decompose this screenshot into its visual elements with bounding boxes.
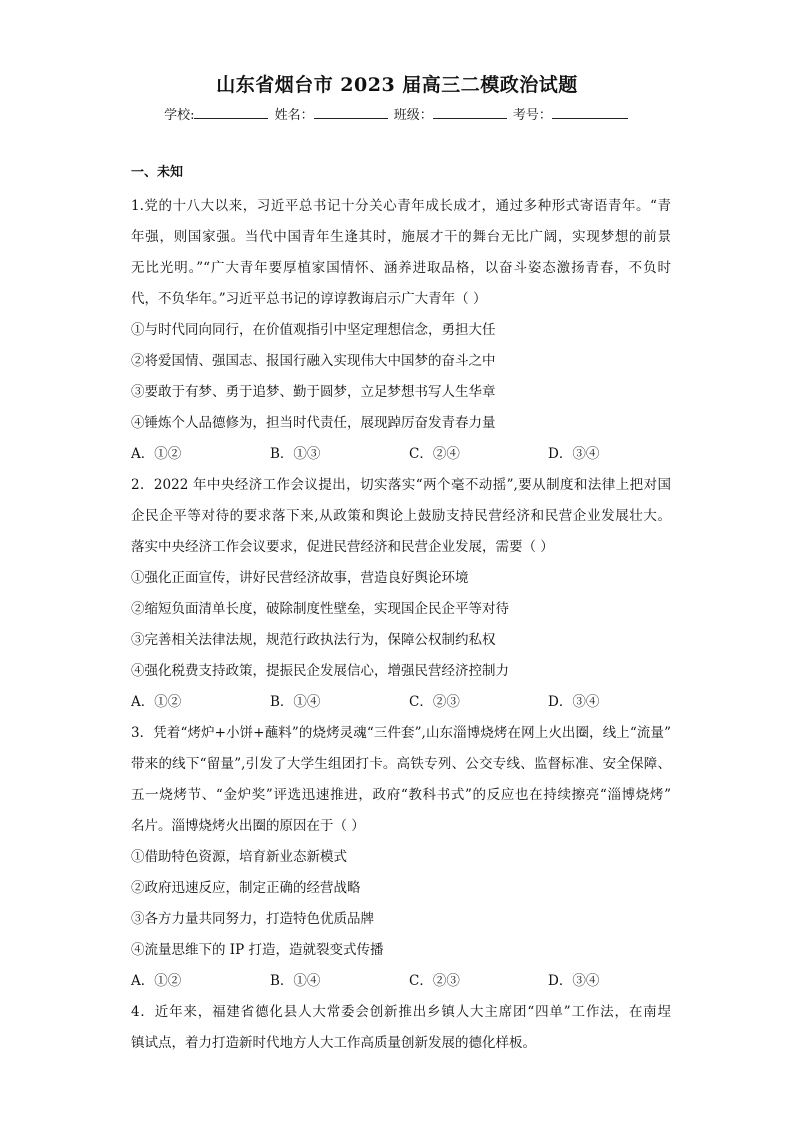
answer-choice[interactable]: A．①② [131, 694, 182, 710]
question-stem-line: 3．凭着“烤炉+小饼+蘸料”的烧烤灵魂“三件套”,山东淄博烧烤在网上火出圈，线上“流量” [131, 725, 671, 741]
name-label: 姓名： [274, 108, 314, 123]
question-stem-line: 镇试点，着力打造新时代地方人大工作高质量创新发展的德化样板。 [131, 1035, 536, 1051]
statement-option: ②政府迅速反应，制定正确的经营战略 [131, 880, 361, 896]
statement-option: ④强化税费支持政策，提振民企发展信心，增强民营经济控制力 [131, 663, 509, 679]
answer-choices [131, 439, 671, 470]
exam-number-label: 考号： [512, 108, 552, 123]
question-stem-line: 企民企平等对待的要求落下来,从政策和舆论上鼓励支持民营经济和民营企业发展壮大。 [131, 508, 671, 524]
school-blank[interactable] [194, 106, 268, 119]
exam-title: 山东省烟台市 2023 届高三二模政治试题 [216, 74, 578, 96]
question-stem-line: 年强，则国家强。当代中国青年生逢其时，施展才干的舞台无比广阔，实现梦想的前景 [131, 229, 671, 245]
answer-choice[interactable]: D．③④ [548, 694, 600, 710]
statement-option: ④锤炼个人品德修为，担当时代责任，展现踔厉奋发青春力量 [131, 415, 496, 431]
school-label: 学校: [164, 108, 195, 123]
answer-choice[interactable]: B．①④ [270, 694, 321, 710]
answer-choice[interactable]: D．③④ [548, 446, 600, 462]
statement-option: ④流量思维下的 IP 打造，造就裂变式传播 [131, 942, 384, 958]
question-block [131, 191, 671, 470]
answer-choice[interactable]: B．①③ [270, 446, 321, 462]
answer-choice[interactable]: A．①② [131, 973, 182, 989]
question-stem-line: 五一烧烤节、“金炉奖”评选迅速推进，政府“教科书式”的反应也在持续擦亮“淄博烧烤” [131, 787, 671, 803]
answer-choice[interactable]: B．①④ [270, 973, 321, 989]
answer-choice[interactable]: C．②③ [409, 694, 460, 710]
answer-choice[interactable]: C．②③ [409, 973, 460, 989]
answer-choice[interactable]: C．②④ [409, 446, 460, 462]
question-stem-line: 2．2022 年中央经济工作会议提出，切实落实“两个毫不动摇”,要从制度和法律上把对国 [131, 477, 671, 493]
statement-option: ①借助特色资源，培育新业态新模式 [131, 849, 347, 865]
class-blank[interactable] [433, 106, 507, 119]
question-stem-line: 4．近年来，福建省德化县人大常委会创新推出乡镇人大主席团“四单”工作法，在南埕 [131, 1004, 671, 1020]
answer-choices [131, 687, 671, 718]
question-stem-line: 带来的线下“留量”,引发了大学生组团打卡。高铁专列、公交专线、监督标准、安全保障、 [131, 756, 671, 772]
question-block [131, 718, 671, 997]
statement-option: ①与时代同向同行，在价值观指引中坚定理想信念，勇担大任 [131, 322, 496, 338]
answer-choices [131, 966, 671, 997]
class-label: 班级： [393, 108, 433, 123]
name-blank[interactable] [314, 106, 388, 119]
question-stem-line: 名片。淄博烧烤火出圈的原因在于（ ） [131, 818, 365, 834]
statement-option: ③完善相关法律法规，规范行政执法行为，保障公权制约私权 [131, 632, 496, 648]
question-list [131, 164, 671, 1059]
question-block [131, 470, 671, 718]
statement-option: ①强化正面宣传，讲好民营经济故事，营造良好舆论环境 [131, 570, 469, 586]
section-heading: 一、未知 [131, 165, 184, 180]
question-stem-line: 落实中央经济工作会议要求，促进民营经济和民营企业发展，需要（ ） [131, 539, 554, 555]
statement-option: ③各方力量共同努力，打造特色优质品牌 [131, 911, 374, 927]
answer-choice[interactable]: D．③④ [548, 973, 600, 989]
question-stem-line: 无比光明。”“广大青年要厚植家国情怀、涵养进取品格，以奋斗姿态激扬青春，不负时 [131, 260, 671, 276]
question-block [131, 997, 671, 1059]
student-info-row [0, 104, 794, 123]
question-stem-line: 代，不负华年。”习近平总书记的谆谆教诲启示广大青年（ ） [131, 291, 487, 307]
statement-option: ②缩短负面清单长度，破除制度性壁垒，实现国企民企平等对待 [131, 601, 509, 617]
statement-option: ②将爱国情、强国志、报国行融入实现伟大中国梦的奋斗之中 [131, 353, 496, 369]
statement-option: ③要敢于有梦、勇于追梦、勤于圆梦，立足梦想书写人生华章 [131, 384, 496, 400]
exam-number-blank[interactable] [552, 106, 628, 119]
question-stem-line: 1.党的十八大以来，习近平总书记十分关心青年成长成才，通过多种形式寄语青年。“青 [131, 198, 671, 214]
answer-choice[interactable]: A．①② [131, 446, 182, 462]
